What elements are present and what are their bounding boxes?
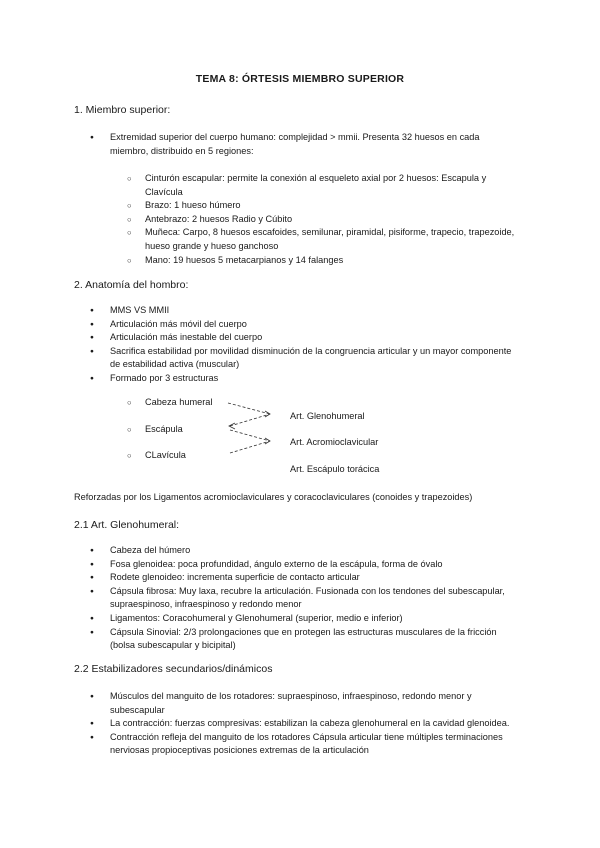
arrow-line (230, 441, 270, 453)
list-item: ● Rodete glenoideo: incrementa superficie de contacto articular (110, 571, 520, 585)
ligaments-note: Reforzadas por los Ligamentos acromioclaviculares y coracoclaviculares (conoides y trapezoides) (74, 492, 473, 502)
list-item: ● Extremidad superior del cuerpo humano: complejidad > mmii. Presenta 32 huesos en cada miembro, distribuido en 5 regiones: (110, 131, 520, 158)
arrow-head (229, 423, 235, 429)
list-item: ○ Muñeca: Carpo, 8 huesos escafoides, semilunar, piramidal, pisiforme, trapecio, trapezoide, hueso grande y hueso ganchoso (145, 226, 525, 253)
list-item: ○ Mano: 19 huesos 5 metacarpianos y 14 falanges (145, 254, 525, 268)
list-item: ○ Brazo: 1 hueso húmero (145, 199, 525, 213)
diagram-left-label: Cabeza humeral (145, 397, 213, 407)
arrow-head (265, 438, 270, 444)
list-item: ● MMS VS MMII (110, 304, 520, 318)
page-title: TEMA 8: ÓRTESIS MIEMBRO SUPERIOR (195, 73, 405, 85)
list-item: ○ Antebrazo: 2 huesos Radio y Cúbito (145, 213, 525, 227)
list-item: ● Fosa glenoidea: poca profundidad, ángulo externo de la escápula, forma de óvalo (110, 558, 520, 572)
list-item: ○ Cinturón escapular: permite la conexión al esqueleto axial por 2 huesos: Escapula y Clavícula (145, 172, 525, 199)
list-item: ● Formado por 3 estructuras (110, 372, 520, 386)
diagram-right-label: Art. Glenohumeral (290, 411, 365, 421)
list-item: ● Cápsula fibrosa: Muy laxa, recubre la articulación. Fusionada con los tendones del subescapular, supraespinoso, infraespinoso y redondo menor (110, 585, 520, 612)
hollow-bullet-icon: ○ (127, 451, 132, 460)
arrow-line (228, 403, 270, 414)
hollow-bullet-icon: ○ (127, 425, 132, 434)
list-item: ● Articulación más inestable del cuerpo (110, 331, 520, 345)
section-2-1-list (110, 544, 520, 653)
list-item: ● Músculos del manguito de los rotadores: supraespinoso, infraespinoso, redondo menor y subescapular (110, 690, 520, 717)
section-2-1-heading: 2.1 Art. Glenohumeral: (74, 519, 180, 531)
hollow-bullet-icon: ○ (127, 398, 132, 407)
list-item: ● Cápsula Sinovial: 2/3 prolongaciones que en protegen las estructuras musculares de la fricción (bolsa subescapular y bicipital) (110, 626, 520, 653)
section-1-heading: 1. Miembro superior: (74, 104, 171, 116)
section-2-2-list (110, 690, 520, 758)
diagram-right-label: Art. Acromioclavicular (290, 437, 379, 447)
list-item: ● Cabeza del húmero (110, 544, 520, 558)
list-item: ● Ligamentos: Coracohumeral y Glenohumeral (superior, medio e inferior) (110, 612, 520, 626)
diagram-left-label: Escápula (145, 424, 183, 434)
list-item: ● Contracción refleja del manguito de los rotadores Cápsula articular tiene múltiples terminaciones nerviosas propioceptivas posiciones extremas de la articulación (110, 731, 520, 758)
section-2-2-heading: 2.2 Estabilizadores secundarios/dinámicos (74, 663, 273, 675)
arrow-head (265, 411, 270, 417)
list-item: ● Articulación más móvil del cuerpo (110, 318, 520, 332)
diagram-right-label: Art. Escápulo torácica (290, 464, 380, 474)
section-2-heading: 2. Anatomía del hombro: (74, 279, 189, 291)
list-item: ● Sacrifica estabilidad por movilidad disminución de la congruencia articular y un mayor componente de estabilidad activa (muscular) (110, 345, 520, 372)
arrow-line (230, 414, 270, 426)
arrow-line (230, 430, 270, 441)
diagram-left-label: CLavícula (145, 450, 186, 460)
list-item: ● La contracción: fuerzas compresivas: estabilizan la cabeza glenohumeral en la cavidad glenoidea. (110, 717, 520, 731)
